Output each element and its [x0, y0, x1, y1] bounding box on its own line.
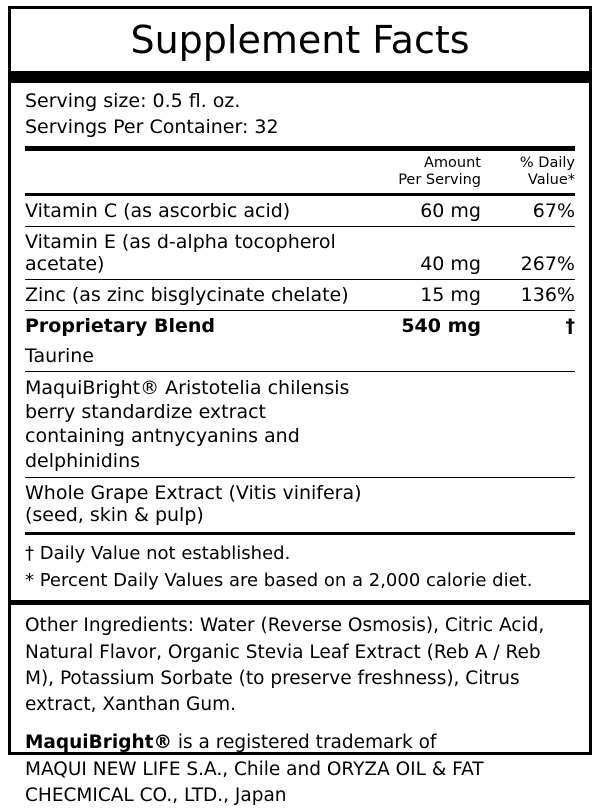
nutrient-name: MaquiBright® Aristotelia chilensis berry standardize extract containing antnycyanins and delphinidins: [25, 371, 366, 477]
nutrient-dv: †: [487, 310, 575, 341]
trademark-line-1-rest: is a registered trademark of: [171, 732, 437, 754]
footnote-asterisk: * Percent Daily Values are based on a 2,000 calorie diet.: [25, 570, 533, 592]
table-row: [25, 371, 575, 477]
header-amount: [366, 151, 487, 194]
serving-block: [11, 83, 589, 146]
nutrient-amount: 540 mg: [366, 310, 487, 341]
nutrient-amount: 40 mg: [366, 226, 487, 279]
header-amount-line1: Amount: [424, 155, 481, 172]
facts-table-wrap: [11, 151, 589, 530]
other-ingredients-block: [11, 605, 589, 809]
table-header-row: [25, 151, 575, 194]
nutrient-dv: [487, 371, 575, 477]
nutrient-dv: [487, 341, 575, 372]
nutrient-amount: [366, 371, 487, 477]
trademark-line-3: CHECMICAL CO., LTD., Japan: [25, 784, 287, 806]
header-dv-line1: % Daily: [519, 155, 575, 172]
header-amount-line2: Per Serving: [398, 171, 481, 188]
header-spacer: [25, 151, 366, 194]
facts-table: [25, 151, 575, 530]
nutrient-name: Whole Grape Extract (Vitis vinifera) (seed, skin & pulp): [25, 477, 366, 530]
brand-name: MaquiBright®: [25, 732, 172, 754]
nutrient-dv: 67%: [487, 194, 575, 226]
nutrient-amount: 60 mg: [366, 194, 487, 226]
nutrient-name: Zinc (as zinc bisglycinate chelate): [25, 279, 366, 310]
header-daily-value: [487, 151, 575, 194]
table-row-proprietary-blend: [25, 310, 575, 341]
nutrient-dv: 136%: [487, 279, 575, 310]
panel-inner: [11, 9, 589, 71]
nutrient-dv: [487, 477, 575, 530]
trademark-line-1: [25, 730, 575, 756]
footnotes-block: [11, 535, 589, 600]
page-title: Supplement Facts: [130, 18, 470, 62]
nutrient-amount: [366, 477, 487, 530]
nutrient-name: Vitamin C (as ascorbic acid): [25, 194, 366, 226]
nutrient-name: Proprietary Blend: [25, 310, 366, 341]
nutrient-amount: [366, 341, 487, 372]
table-row: [25, 477, 575, 530]
other-ingredients-text: Other Ingredients: Water (Reverse Osmosis), Citric Acid, Natural Flavor, Organic Stevia Leaf Extract (Reb A / Reb M), Potassium Sorbate (to preserve freshness), Citrus extract, Xanthan Gum.: [25, 615, 545, 716]
trademark-line-2: MAQUI NEW LIFE S.A., Chile and ORYZA OIL & FAT: [25, 758, 484, 780]
servings-per-container-line: Servings Per Container: 32: [25, 115, 279, 138]
table-row: [25, 226, 575, 279]
table-row: [25, 194, 575, 226]
header-dv-line2: Value*: [527, 171, 575, 188]
nutrient-amount: 15 mg: [366, 279, 487, 310]
nutrient-dv: 267%: [487, 226, 575, 279]
divider-under-title: [11, 71, 589, 83]
serving-size-line: Serving size: 0.5 fl. oz.: [25, 90, 241, 112]
trademark-block: [25, 724, 575, 809]
footnote-dagger: † Daily Value not established.: [25, 542, 291, 564]
table-row: [25, 341, 575, 372]
nutrient-name: Taurine: [25, 344, 94, 367]
supplement-facts-panel: [8, 6, 592, 806]
table-row: [25, 279, 575, 310]
nutrient-name: Vitamin E (as d-alpha tocopherol acetate): [25, 226, 366, 279]
